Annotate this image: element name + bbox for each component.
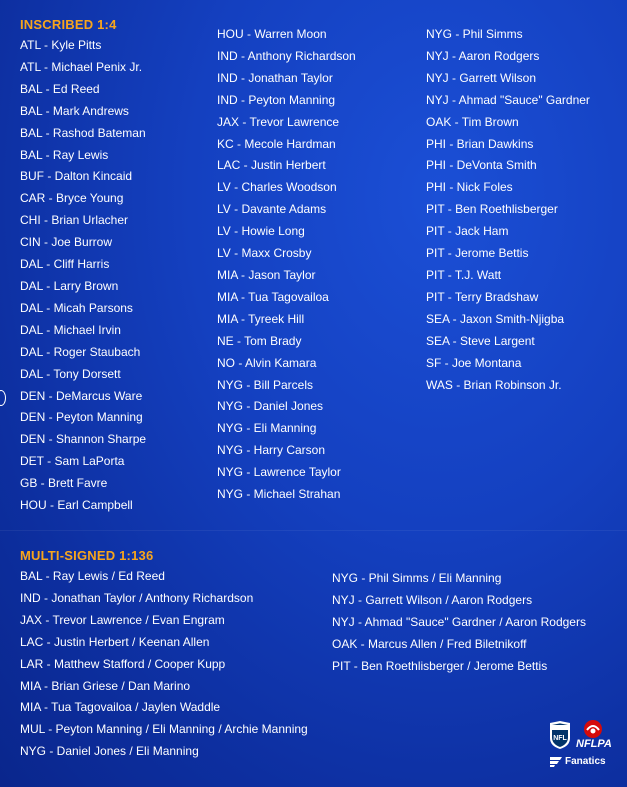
list-item: PHI - Brian Dawkins (426, 136, 534, 151)
list-item: ATL - Kyle Pitts (20, 38, 102, 52)
list-item: LV - Maxx Crosby (217, 246, 312, 261)
list-item: PIT - Ben Roethlisberger (426, 202, 558, 217)
list-item: DET - Sam LaPorta (20, 454, 125, 469)
fanatics-logo (550, 756, 606, 767)
list-item: JAX - Trevor Lawrence (217, 114, 340, 129)
inscribed-list-col3 (426, 24, 590, 396)
list-item: PHI - DeVonta Smith (426, 158, 537, 173)
svg-text:NFL: NFL (553, 735, 567, 742)
list-item: OAK - Tim Brown (426, 114, 519, 129)
list-item: KC - Mecole Hardman (217, 136, 336, 151)
list-item: DAL - Michael Irvin (20, 322, 121, 337)
list-item: DAL - Cliff Harris (20, 257, 110, 272)
list-item: SF - Joe Montana (426, 355, 522, 370)
list-item: NYG - Eli Manning (217, 421, 317, 436)
list-item: NE - Tom Brady (217, 333, 302, 348)
list-item: MIA - Tyreek Hill (217, 311, 305, 326)
list-item: BAL - Rashod Bateman (20, 125, 146, 140)
list-item: NYG - Lawrence Taylor (217, 465, 341, 480)
list-item: MUL - Peyton Manning / Eli Manning / Archie Manning (20, 722, 308, 737)
list-item: LAC - Justin Herbert / Keenan Allen (20, 634, 210, 649)
list-item: NYG - Harry Carson (217, 443, 326, 458)
list-item: SEA - Steve Largent (426, 333, 535, 348)
multi-list-col1 (20, 566, 308, 763)
list-item: MIA - Jason Taylor (217, 267, 316, 282)
list-item: NYG - Daniel Jones / Eli Manning (20, 744, 199, 759)
list-item: NYJ - Garrett Wilson (426, 70, 537, 85)
list-item: NYG - Phil Simms (426, 27, 523, 41)
list-item: PIT - Jerome Bettis (426, 246, 529, 261)
list-item: CAR - Bryce Young (20, 191, 124, 206)
list-item: NYJ - Ahmad "Sauce" Gardner / Aaron Rodgers (332, 614, 586, 629)
multi-list-col2 (332, 568, 586, 678)
multi-signed-heading: MULTI-SIGNED 1:136 (20, 548, 154, 563)
list-item: DAL - Larry Brown (20, 278, 119, 293)
list-item: OAK - Marcus Allen / Fred Biletnikoff (332, 636, 527, 651)
list-item: NYJ - Garrett Wilson / Aaron Rodgers (332, 592, 533, 607)
list-item: JAX - Trevor Lawrence / Evan Engram (20, 612, 225, 627)
list-item: MIA - Tua Tagovailoa / Jaylen Waddle (20, 700, 221, 715)
list-item: IND - Peyton Manning (217, 92, 336, 107)
list-item: NYG - Phil Simms / Eli Manning (332, 571, 502, 585)
list-item: IND - Anthony Richardson (217, 48, 356, 63)
inscribed-heading: INSCRIBED 1:4 (20, 17, 117, 32)
list-item: IND - Jonathan Taylor (217, 70, 333, 85)
list-item: CHI - Brian Urlacher (20, 213, 129, 228)
section-divider (0, 530, 627, 531)
list-item: DAL - Tony Dorsett (20, 366, 121, 381)
nflpa-logo (576, 718, 612, 752)
list-item: IND - Jonathan Taylor / Anthony Richardson (20, 590, 254, 605)
list-item: BAL - Ray Lewis (20, 147, 109, 162)
fanatics-flag-icon (550, 757, 562, 767)
list-item: PIT - T.J. Watt (426, 267, 502, 282)
list-item: DEN - Shannon Sharpe (20, 432, 147, 447)
inscribed-list-col1 (20, 35, 146, 517)
list-item: WAS - Brian Robinson Jr. (426, 377, 562, 392)
nfl-shield-icon (548, 720, 572, 750)
list-item: NYJ - Aaron Rodgers (426, 48, 540, 63)
partial-circle-decoration (0, 390, 6, 406)
list-item: LV - Howie Long (217, 224, 305, 239)
list-item: LAR - Matthew Stafford / Cooper Kupp (20, 656, 226, 671)
list-item: PHI - Nick Foles (426, 180, 513, 195)
list-item: NYG - Bill Parcels (217, 377, 314, 392)
list-item: NO - Alvin Kamara (217, 355, 317, 370)
list-item: BUF - Dalton Kincaid (20, 169, 133, 184)
nflpa-label: NFLPA (576, 738, 612, 750)
list-item: BAL - Ray Lewis / Ed Reed (20, 569, 165, 583)
list-item: NYG - Michael Strahan (217, 487, 341, 502)
list-item: CIN - Joe Burrow (20, 235, 113, 250)
list-item: PIT - Terry Bradshaw (426, 289, 539, 304)
inscribed-list-col2 (217, 24, 356, 506)
list-item: BAL - Ed Reed (20, 81, 100, 96)
list-item: PIT - Jack Ham (426, 224, 509, 239)
brand-logos (548, 718, 612, 772)
list-item: MIA - Brian Griese / Dan Marino (20, 678, 191, 693)
list-item: NYG - Daniel Jones (217, 399, 324, 414)
list-item: BAL - Mark Andrews (20, 103, 129, 118)
list-item: MIA - Tua Tagovailoa (217, 289, 329, 304)
list-item: LV - Davante Adams (217, 202, 327, 217)
list-item: DAL - Micah Parsons (20, 300, 133, 315)
list-item: LV - Charles Woodson (217, 180, 337, 195)
fanatics-label: Fanatics (565, 756, 606, 767)
list-item: NYJ - Ahmad "Sauce" Gardner (426, 92, 590, 107)
list-item: ATL - Michael Penix Jr. (20, 59, 143, 74)
list-item: DEN - DeMarcus Ware (20, 388, 143, 403)
list-item: PIT - Ben Roethlisberger / Jerome Bettis (332, 658, 548, 673)
list-item: SEA - Jaxon Smith-Njigba (426, 311, 565, 326)
list-item: DEN - Peyton Manning (20, 410, 143, 425)
list-item: GB - Brett Favre (20, 476, 108, 491)
nflpa-emblem-icon (578, 718, 608, 740)
list-item: LAC - Justin Herbert (217, 158, 326, 173)
list-item: HOU - Warren Moon (217, 27, 327, 41)
list-item: HOU - Earl Campbell (20, 498, 133, 513)
list-item: DAL - Roger Staubach (20, 344, 141, 359)
